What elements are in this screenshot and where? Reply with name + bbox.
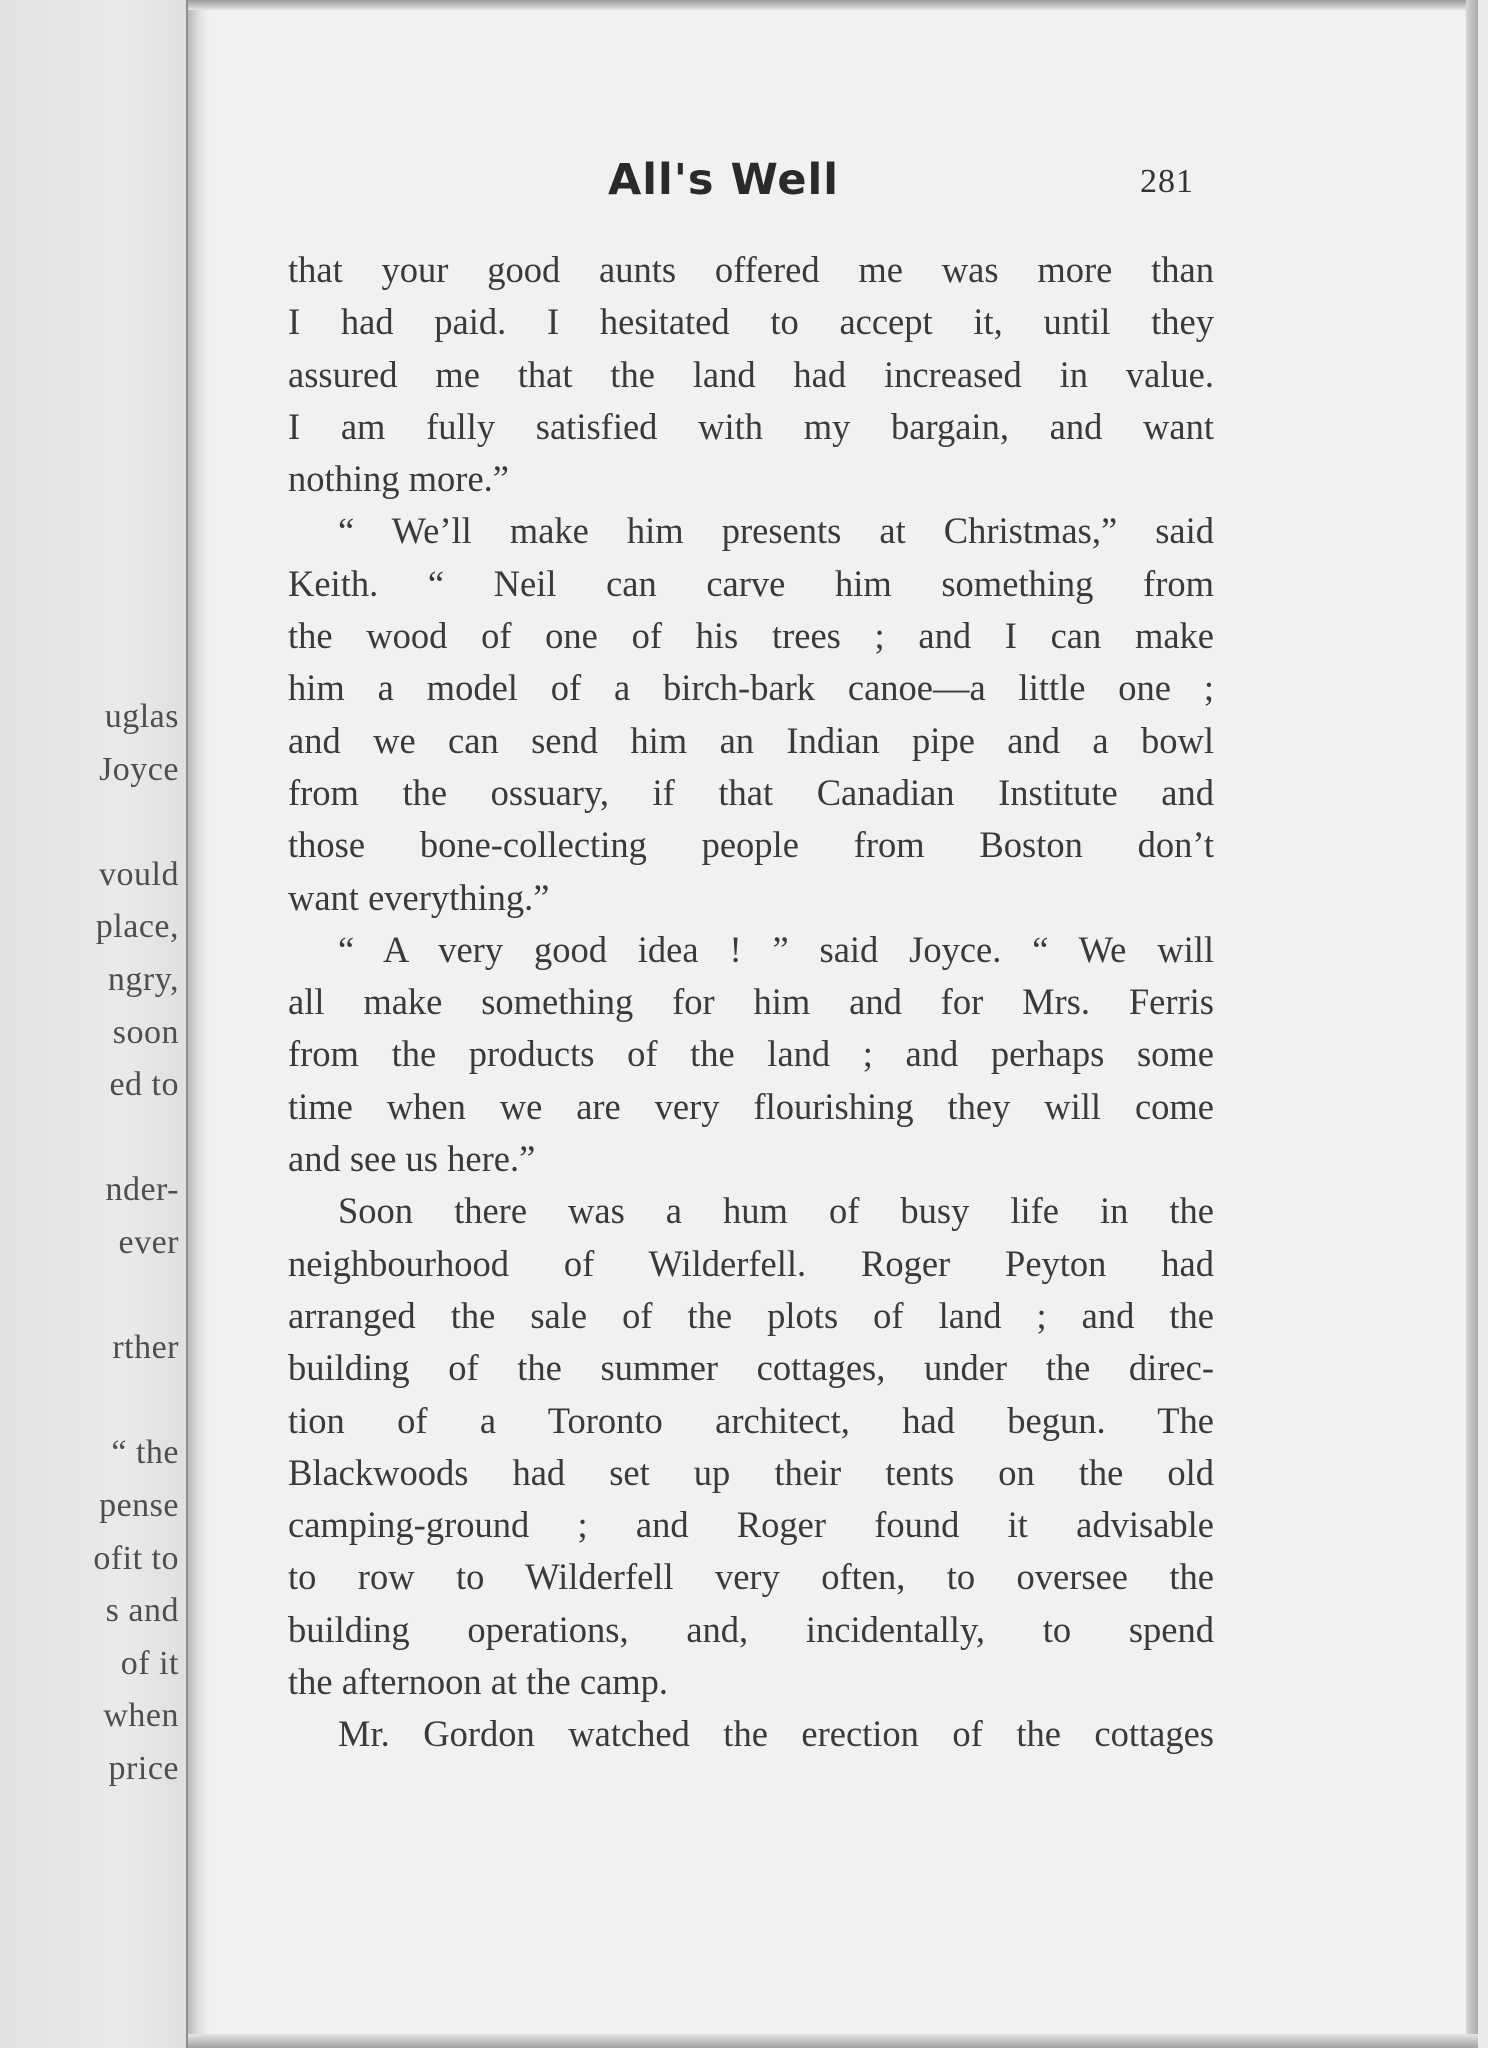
text-line: building of the summer cottages, under the direc-: [288, 1347, 1214, 1389]
text-line: time when we are very flourishing they will come: [288, 1085, 1214, 1127]
page-number: 281: [1140, 163, 1194, 200]
facing-page: [0, 0, 208, 2048]
text-line: and we can send him an Indian pipe and a bowl: [288, 719, 1214, 761]
facing-page-fragment: place,: [95, 908, 179, 946]
text-line: the afternoon at the camp.: [288, 1661, 669, 1703]
text-line: him a model of a birch-bark canoe—a little one ;: [288, 667, 1214, 709]
text-line: building operations, and, incidentally, to spend: [288, 1608, 1214, 1650]
text-line: tion of a Toronto architect, had begun. The: [288, 1399, 1214, 1441]
text-line: Soon there was a hum of busy life in the: [338, 1190, 1214, 1232]
text-line: “ We’ll make him presents at Christmas,” said: [338, 510, 1214, 552]
text-line: Blackwoods had set up their tents on the old: [288, 1451, 1214, 1493]
text-line: and see us here.”: [288, 1138, 536, 1180]
text-line: from the products of the land ; and perhaps some: [288, 1033, 1214, 1075]
main-page: [186, 0, 1478, 2048]
facing-page-fragment: soon: [112, 1013, 179, 1051]
facing-page-fragment: s and: [105, 1592, 179, 1630]
facing-page-fragment: price: [108, 1750, 179, 1787]
page-title: All's Well: [608, 155, 840, 205]
text-line: all make something for him and for Mrs. Ferris: [288, 981, 1214, 1023]
facing-page-fragment: when: [103, 1697, 179, 1735]
text-line: Mr. Gordon watched the erection of the cottages: [338, 1713, 1214, 1755]
facing-page-fragment: rther: [112, 1329, 179, 1367]
facing-page-fragment: nder-: [105, 1171, 179, 1209]
facing-page-fragment: vould: [99, 855, 179, 893]
text-line: arranged the sale of the plots of land ; and the: [288, 1294, 1214, 1336]
text-line: neighbourhood of Wilderfell. Roger Peyton had: [288, 1242, 1214, 1284]
text-line: I am fully satisfied with my bargain, and want: [288, 405, 1214, 447]
facing-page-fragment: ofit to: [93, 1539, 179, 1577]
text-line: camping-ground ; and Roger found it advisable: [288, 1504, 1214, 1546]
facing-page-fragment: pense: [99, 1487, 179, 1524]
facing-page-fragment: ngry,: [107, 961, 179, 998]
text-line: Keith. “ Neil can carve him something from: [288, 562, 1214, 604]
text-line: I had paid. I hesitated to accept it, until they: [288, 301, 1214, 343]
facing-page-fragment: “ the: [111, 1434, 179, 1472]
text-line: nothing more.”: [288, 458, 509, 500]
bottom-page-edge: [188, 2034, 1478, 2048]
text-line: “ A very good idea ! ” said Joyce. “ We will: [338, 928, 1214, 970]
text-line: want everything.”: [288, 876, 550, 918]
facing-page-fragment: Joyce: [99, 750, 179, 788]
running-head: [188, 155, 1214, 215]
facing-page-fragment: uglas: [104, 698, 179, 735]
facing-page-fragment: of it: [120, 1644, 179, 1682]
text-line: the wood of one of his trees ; and I can make: [288, 615, 1214, 657]
text-line: those bone-collecting people from Boston don’t: [288, 824, 1214, 866]
text-line: assured me that the land had increased in value.: [288, 353, 1214, 395]
text-line: to row to Wilderfell very often, to oversee the: [288, 1556, 1214, 1598]
top-page-edge: [188, 0, 1478, 10]
text-line: from the ossuary, if that Canadian Institute and: [288, 771, 1214, 813]
body-text: [288, 244, 1214, 1761]
facing-page-fragment: ever: [118, 1224, 179, 1261]
right-page-edge: [1466, 0, 1478, 2048]
text-line: that your good aunts offered me was more than: [288, 249, 1214, 290]
facing-page-fragment: ed to: [109, 1066, 179, 1104]
